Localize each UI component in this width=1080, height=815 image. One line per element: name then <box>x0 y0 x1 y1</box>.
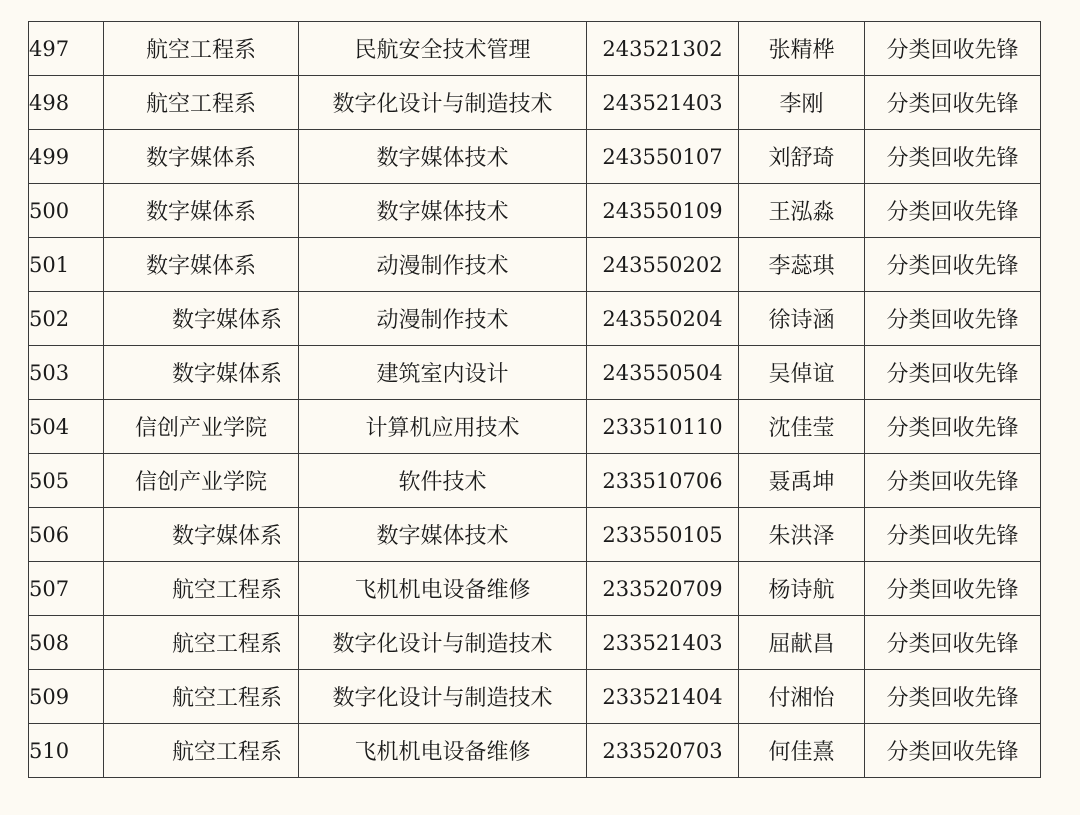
department-cell: 数字媒体系 <box>104 184 299 238</box>
student-id-cell: 243550504 <box>587 346 739 400</box>
major-cell: 建筑室内设计 <box>299 346 587 400</box>
award-cell: 分类回收先锋 <box>865 130 1041 184</box>
row-number: 499 <box>29 130 104 184</box>
student-id-cell: 243550109 <box>587 184 739 238</box>
student-name-cell: 朱洪泽 <box>739 508 865 562</box>
major-cell: 飞机机电设备维修 <box>299 562 587 616</box>
department-cell: 航空工程系 <box>104 670 299 724</box>
award-cell: 分类回收先锋 <box>865 454 1041 508</box>
student-id-cell: 233510706 <box>587 454 739 508</box>
row-number: 497 <box>29 22 104 76</box>
department-cell: 航空工程系 <box>104 562 299 616</box>
award-roster-table <box>28 21 1041 778</box>
table-row <box>29 616 1041 670</box>
student-id-cell: 243521403 <box>587 76 739 130</box>
row-number: 498 <box>29 76 104 130</box>
table-row <box>29 238 1041 292</box>
student-name-cell: 徐诗涵 <box>739 292 865 346</box>
row-number: 509 <box>29 670 104 724</box>
major-cell: 动漫制作技术 <box>299 292 587 346</box>
student-name-cell: 付湘怡 <box>739 670 865 724</box>
department-cell: 航空工程系 <box>104 22 299 76</box>
table-row <box>29 400 1041 454</box>
row-number: 501 <box>29 238 104 292</box>
award-cell: 分类回收先锋 <box>865 670 1041 724</box>
student-id-cell: 243521302 <box>587 22 739 76</box>
table-row <box>29 508 1041 562</box>
row-number: 502 <box>29 292 104 346</box>
student-id-cell: 243550204 <box>587 292 739 346</box>
student-id-cell: 233510110 <box>587 400 739 454</box>
award-cell: 分类回收先锋 <box>865 346 1041 400</box>
department-cell: 数字媒体系 <box>104 238 299 292</box>
student-id-cell: 233521404 <box>587 670 739 724</box>
table-row <box>29 184 1041 238</box>
student-name-cell: 吴倬谊 <box>739 346 865 400</box>
student-id-cell: 243550107 <box>587 130 739 184</box>
student-id-cell: 243550202 <box>587 238 739 292</box>
table-row <box>29 22 1041 76</box>
student-name-cell: 屈献昌 <box>739 616 865 670</box>
table-row <box>29 454 1041 508</box>
award-cell: 分类回收先锋 <box>865 562 1041 616</box>
award-cell: 分类回收先锋 <box>865 22 1041 76</box>
major-cell: 软件技术 <box>299 454 587 508</box>
department-cell: 数字媒体系 <box>104 508 299 562</box>
student-name-cell: 李刚 <box>739 76 865 130</box>
student-name-cell: 李蕊琪 <box>739 238 865 292</box>
row-number: 503 <box>29 346 104 400</box>
student-name-cell: 聂禹坤 <box>739 454 865 508</box>
table-row <box>29 292 1041 346</box>
department-cell: 信创产业学院 <box>104 454 299 508</box>
department-cell: 信创产业学院 <box>104 400 299 454</box>
student-id-cell: 233550105 <box>587 508 739 562</box>
major-cell: 动漫制作技术 <box>299 238 587 292</box>
major-cell: 数字化设计与制造技术 <box>299 76 587 130</box>
department-cell: 航空工程系 <box>104 616 299 670</box>
student-id-cell: 233520709 <box>587 562 739 616</box>
department-cell: 数字媒体系 <box>104 130 299 184</box>
row-number: 506 <box>29 508 104 562</box>
student-name-cell: 王泓淼 <box>739 184 865 238</box>
row-number: 504 <box>29 400 104 454</box>
department-cell: 航空工程系 <box>104 76 299 130</box>
award-cell: 分类回收先锋 <box>865 184 1041 238</box>
table-row <box>29 346 1041 400</box>
major-cell: 数字化设计与制造技术 <box>299 670 587 724</box>
award-cell: 分类回收先锋 <box>865 616 1041 670</box>
major-cell: 数字媒体技术 <box>299 184 587 238</box>
row-number: 507 <box>29 562 104 616</box>
row-number: 505 <box>29 454 104 508</box>
table-row <box>29 724 1041 778</box>
department-cell: 数字媒体系 <box>104 346 299 400</box>
award-cell: 分类回收先锋 <box>865 76 1041 130</box>
award-cell: 分类回收先锋 <box>865 724 1041 778</box>
department-cell: 航空工程系 <box>104 724 299 778</box>
table-row <box>29 562 1041 616</box>
table-row <box>29 670 1041 724</box>
row-number: 510 <box>29 724 104 778</box>
student-name-cell: 杨诗航 <box>739 562 865 616</box>
major-cell: 数字媒体技术 <box>299 508 587 562</box>
major-cell: 民航安全技术管理 <box>299 22 587 76</box>
student-name-cell: 何佳熹 <box>739 724 865 778</box>
student-name-cell: 沈佳莹 <box>739 400 865 454</box>
student-name-cell: 刘舒琦 <box>739 130 865 184</box>
department-cell: 数字媒体系 <box>104 292 299 346</box>
major-cell: 数字媒体技术 <box>299 130 587 184</box>
award-cell: 分类回收先锋 <box>865 292 1041 346</box>
major-cell: 计算机应用技术 <box>299 400 587 454</box>
row-number: 500 <box>29 184 104 238</box>
award-cell: 分类回收先锋 <box>865 238 1041 292</box>
major-cell: 数字化设计与制造技术 <box>299 616 587 670</box>
major-cell: 飞机机电设备维修 <box>299 724 587 778</box>
student-id-cell: 233521403 <box>587 616 739 670</box>
row-number: 508 <box>29 616 104 670</box>
student-name-cell: 张精桦 <box>739 22 865 76</box>
student-id-cell: 233520703 <box>587 724 739 778</box>
award-cell: 分类回收先锋 <box>865 508 1041 562</box>
table-row <box>29 130 1041 184</box>
table-row <box>29 76 1041 130</box>
award-cell: 分类回收先锋 <box>865 400 1041 454</box>
